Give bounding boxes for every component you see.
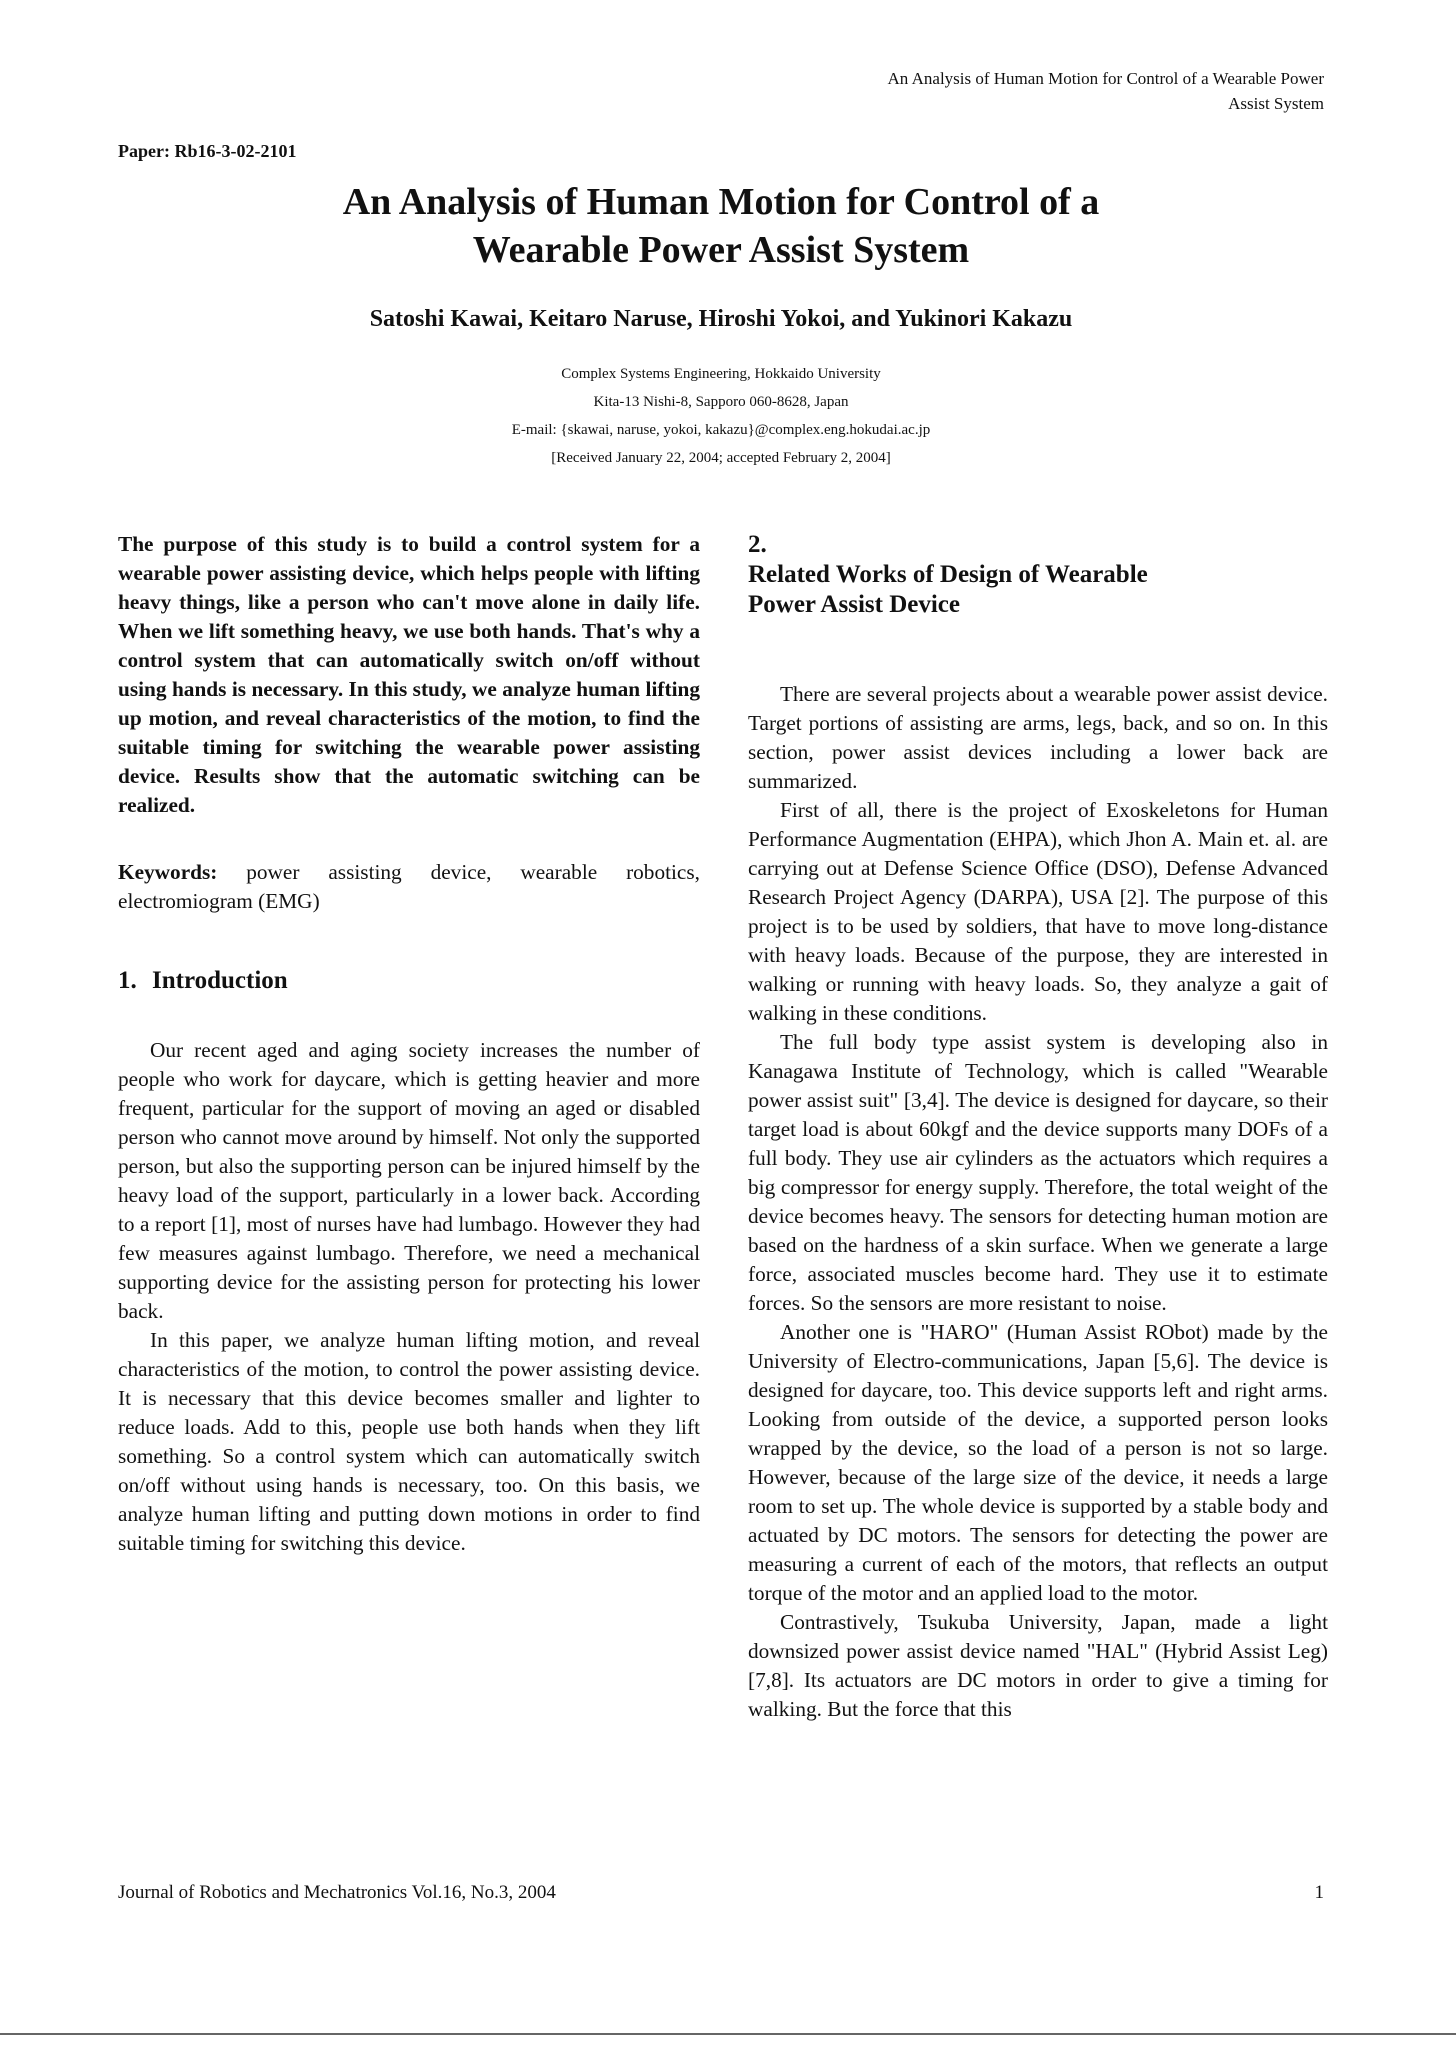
- paper-title-line-2: Wearable Power Assist System: [472, 229, 970, 271]
- section-2-heading: [748, 530, 1328, 620]
- section-2-title-text: Related Works of Design of Wearable: [748, 561, 1148, 588]
- section-2-title-line-2: Power Assist Device: [748, 591, 960, 618]
- section-2-paragraph: Contrastively, Tsukuba University, Japan, made a light downsized power assist device named "HAL" (Hybrid Assist Leg) [7,8]. Its actuators are DC motors in order to give a timing for walking. But the force that this: [748, 1610, 1328, 1721]
- section-2-number: 2.: [748, 531, 767, 558]
- affiliation-address: Kita-13 Nishi-8, Sapporo 060-8628, Japan: [593, 394, 849, 410]
- section-1-title: Introduction: [152, 967, 288, 994]
- section-2-paragraph: Another one is "HARO" (Human Assist RObot) made by the University of Electro-communications, Japan [5,6]. The device is designed for daycare, too. This device supports left and right arms. Looking from outside of the device, a supported person looks wrapped by the device, so the load of a person is not so large. However, because of the large size of the device, it needs a large room to set up. The whole device is supported by a stable body and actuated by DC motors. The sensors for detecting the power are measuring a current of each of the motors, that reflects an output torque of the motor and an applied load to the motor.: [748, 1320, 1328, 1605]
- section-1-number: 1.: [118, 967, 137, 994]
- section-2-paragraph: First of all, there is the project of Exoskeletons for Human Performance Augmentation (EHPA), which Jhon A. Main et. al. are carrying out at Defense Science Office (DSO), Defense Advanced Research Project Agency (DARPA), USA [2]. The purpose of this project is to be used by soldiers, that have to move long-distance with heavy loads. Because of the purpose, they are interested in walking or running with heavy loads. So, they analyze a gait of walking in these conditions.: [748, 798, 1328, 1025]
- keywords-label: Keywords:: [118, 860, 218, 884]
- paper-id: Paper: Rb16-3-02-2101: [118, 141, 297, 161]
- paper-title-line-1: An Analysis of Human Motion for Control of a: [342, 181, 1100, 223]
- section-1-heading: [118, 966, 700, 996]
- keywords-text: power assisting device, wearable robotics, electromiogram (EMG): [118, 860, 700, 913]
- received-accepted-dates: [Received January 22, 2004; accepted February 2, 2004]: [551, 450, 891, 466]
- abstract: The purpose of this study is to build a control system for a wearable power assisting device, which helps people with lifting heavy things, like a person who can't move alone in daily life. When we lift something heavy, we use both hands. That's why a control system that can automatically switch on/off without using hands is necessary. In this study, we analyze human lifting up motion, and reveal characteristics of the motion, to find the suitable timing for switching the wearable power assisting device. Results show that the automatic switching can be realized.: [118, 532, 700, 817]
- page-bottom-rule: [0, 2033, 1456, 2035]
- paper-title: [118, 178, 1324, 274]
- affiliation: [118, 360, 1324, 472]
- section-1-paragraph: Our recent aged and aging society increases the number of people who work for daycare, which is getting heavier and more frequent, particular for the support of moving an aged or disabled person who cannot move around by himself. Not only the supported person, but also the supporting person can be injured himself by the heavy load of the support, particularly in a lower back. According to a report [1], most of nurses have had lumbago. However they had few measures against lumbago. Therefore, we need a mechanical supporting device for the assisting person for protecting his lower back.: [118, 1038, 700, 1323]
- running-header-line-2: Assist System: [1228, 94, 1324, 113]
- running-header: [624, 66, 1324, 116]
- running-header-line-1: An Analysis of Human Motion for Control of a Wearable Power: [887, 69, 1324, 88]
- affiliation-email: E-mail: {skawai, naruse, yokoi, kakazu}@complex.eng.hokudai.ac.jp: [511, 422, 931, 438]
- section-2-paragraph: The full body type assist system is developing also in Kanagawa Institute of Technology, which is called "Wearable power assist suit" [3,4]. The device is designed for daycare, so their target load is about 60kgf and the device supports many DOFs of a full body. They use air cylinders as the actuators which requires a big compressor for energy supply. Therefore, the total weight of the device becomes heavy. The sensors for detecting human motion are based on the hardness of a skin surface. When we generate a large force, associated muscles become hard. They use it to estimate forces. So the sensors are more resistant to noise.: [748, 1030, 1328, 1315]
- right-column: [748, 530, 1328, 1724]
- section-1-body: [118, 1036, 700, 1558]
- section-2-title-line-1: [748, 530, 1328, 590]
- section-2-body: [748, 680, 1328, 1724]
- keywords: [118, 858, 700, 916]
- authors: Satoshi Kawai, Keitaro Naruse, Hiroshi Yokoi, and Yukinori Kakazu: [369, 306, 1073, 332]
- left-column: [118, 530, 700, 1558]
- footer-journal: Journal of Robotics and Mechatronics Vol.16, No.3, 2004: [118, 1882, 556, 1903]
- affiliation-institution: Complex Systems Engineering, Hokkaido University: [561, 366, 881, 382]
- page-number: 1: [1314, 1882, 1324, 1903]
- section-1-paragraph: In this paper, we analyze human lifting motion, and reveal characteristics of the motion, to control the power assisting device. It is necessary that this device becomes smaller and lighter to reduce loads. Add to this, people use both hands when they lift something. So a control system which can automatically switch on/off without using hands is necessary, too. On this basis, we analyze human lifting and putting down motions in order to find suitable timing for switching this device.: [118, 1328, 700, 1555]
- section-2-paragraph: There are several projects about a wearable power assist device. Target portions of assisting are arms, legs, back, and so on. In this section, power assist devices including a lower back are summarized.: [748, 682, 1328, 793]
